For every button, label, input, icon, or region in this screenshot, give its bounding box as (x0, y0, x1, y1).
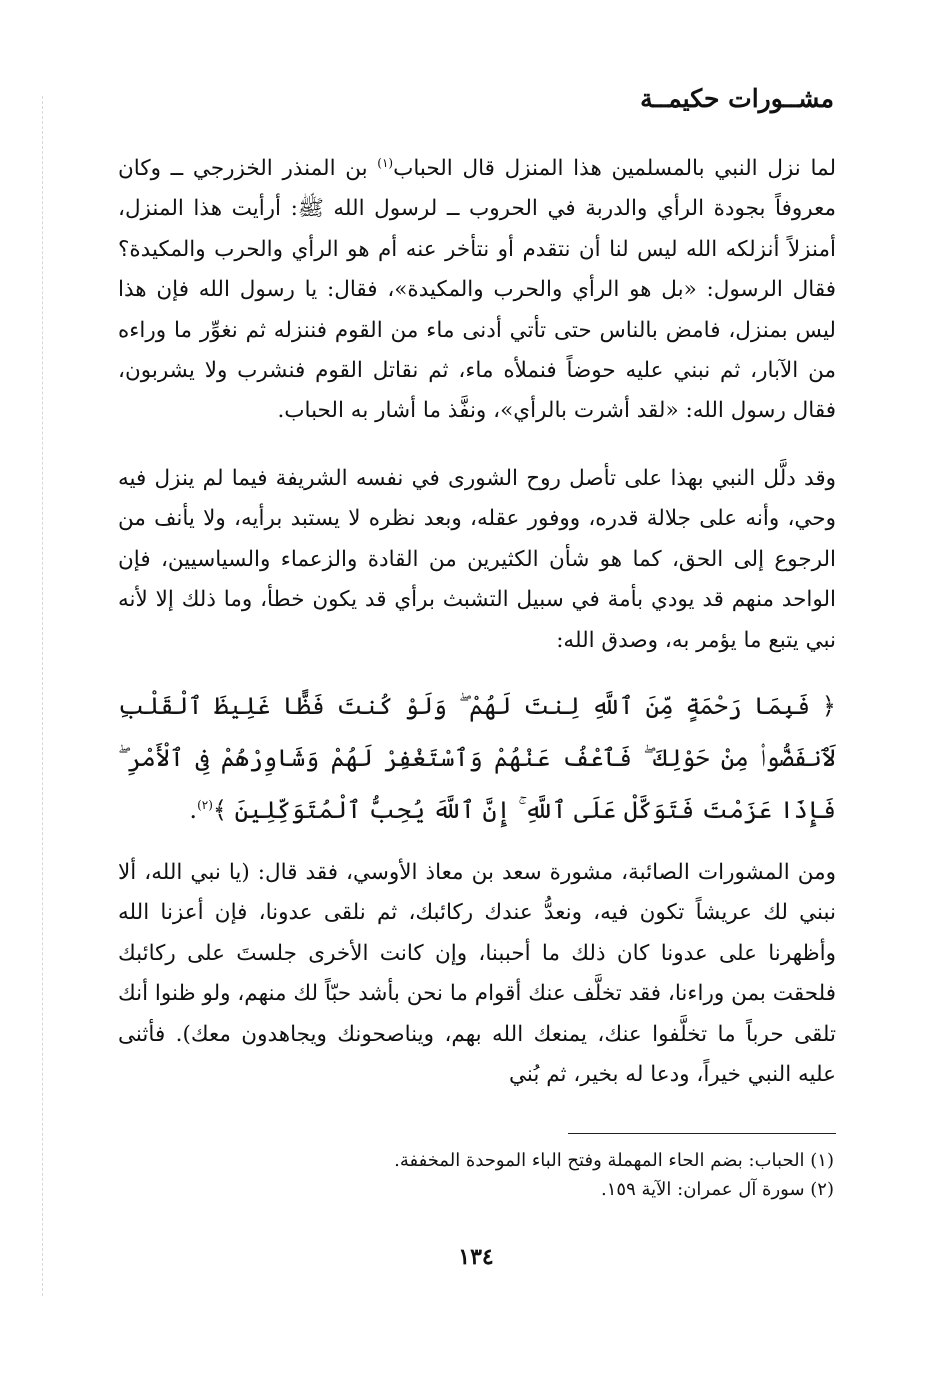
running-head: مشــورات حكيمــة (640, 84, 834, 113)
footnote-marker-1[interactable]: (١) (377, 155, 394, 170)
footnote-1: (١) الحباب: بضم الحاء المهملة وفتح الباء الموحدة المخففة. (394, 1150, 834, 1171)
paragraph-3: ومن المشورات الصائبة، مشورة سعد بن معاذ الأوسي، فقد قال: (يا نبي الله، ألا نبني لك عريشاً تكون فيه، ونعدُّ عندك ركائبك، ثم نلقى عدونا، فإن أعزنا الله وأظهرنا على عدونا كان ذلك ما أحببنا، وإن كانت الأخرى جلستَ على ركائبك فلحقت بمن وراءنا، فقد تخلَّف عنك أقوام ما نحن بأشد حبّاً لك منهم، ولو ظنوا أنك تلقى حرباً ما تخلَّفوا عنك، يمنعك الله بهم، ويناصحونك ويجاهدون معك). فأثنى عليه النبي خيراً، ودعا له بخير، ثم بُني (118, 860, 836, 1088)
quran-verse (118, 680, 836, 836)
page-edge-shadow (42, 96, 43, 1296)
paragraph-1-start: لما نزل النبي بالمسلمين هذا المنزل قال الحباب (393, 156, 836, 181)
paragraph-1-rest: بن المنذر الخزرجي ــ وكان معروفاً بجودة الرأي والدربة في الحروب ــ لرسول الله ﷺ: أرأيت هذا المنزل، أمنزلاً أنزلكه الله ليس لنا أن نتقدم أو نتأخر عنه أم هو الرأي والحرب والمكيدة؟ فقال الرسول: «بل هو الرأي والحرب والمكيدة»، فقال: يا رسول الله فإن هذا ليس بمنزل، فامض بالناس حتى تأتي أدنى ماء من القوم فننزله ثم نغوِّر ما وراءه من الآبار، ثم نبني عليه حوضاً فنملأه ماء، ثم نقاتل القوم فنشرب ولا يشربون، فقال رسول الله: «لقد أشرت بالرأي»، ونفَّذ ما أشار به الحباب. (118, 156, 836, 424)
paragraph-2: وقد دلَّل النبي بهذا على تأصل روح الشورى في نفسه الشريفة فيما لم ينزل فيه وحي، وأنه على جلالة قدره، ووفور عقله، وبعد نظره لا يستبد برأيه، ولا يأنف من الرجوع إلى الحق، كما هو شأن الكثيرين من القادة والزعماء والسياسيين، فإن الواحد منهم قد يودي بأمة في سبيل التشبث برأي قد يكون خطأ، وما ذلك إلا لأنه نبي يتبع ما يؤمر به، وصدق الله: (118, 466, 836, 653)
verse-end: . (189, 796, 198, 824)
paragraph-1 (118, 149, 836, 432)
footnote-2: (٢) سورة آل عمران: الآية ١٥٩. (601, 1179, 834, 1200)
footnotes (116, 1146, 834, 1204)
footnote-separator (568, 1133, 836, 1134)
footnote-marker-2[interactable]: (٢) (197, 798, 213, 812)
verse-text: ﴿ فَبِمَا رَحْمَةٍ مِّنَ ٱللَّهِ لِنتَ لَهُمْ ۖ وَلَوْ كُنتَ فَظًّا غَلِيظَ ٱلْقَلْبِ لَٱنفَضُّوا۟ مِنْ حَوْلِكَ ۖ فَٱعْفُ عَنْهُمْ وَٱسْتَغْفِرْ لَهُمْ وَشَاوِرْهُمْ فِى ٱلْأَمْرِ ۖ فَإِذَا عَزَمْتَ فَتَوَكَّلْ عَلَى ٱللَّهِ ۚ إِنَّ ٱللَّهَ يُحِبُّ ٱلْمُتَوَكِّلِينَ ﴾ (118, 692, 836, 824)
page-number: ١٣٤ (458, 1244, 494, 1270)
